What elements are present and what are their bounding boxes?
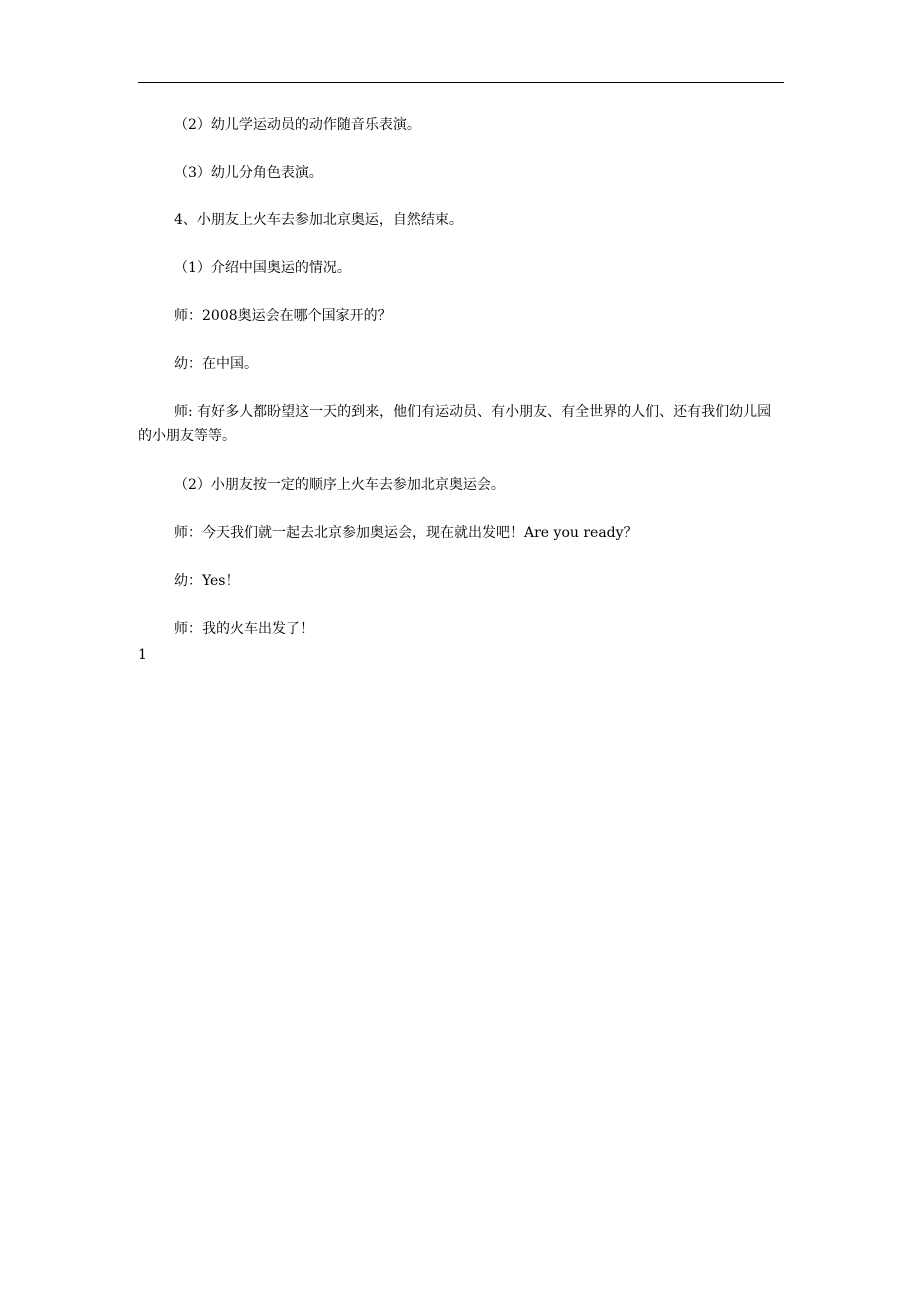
paragraph-4: （1）介绍中国奥运的情况。 — [174, 260, 351, 276]
paragraph-2: （3）幼儿分角色表演。 — [174, 165, 323, 181]
page-number: 1 — [138, 647, 147, 663]
paragraph-8: （2）小朋友按一定的顺序上火车去参加北京奥运会。 — [174, 477, 505, 493]
paragraph-7: 师: 有好多人都盼望这一天的到来，他们有运动员、有小朋友、有全世界的人们、还有我们幼儿园的小朋友等等。 — [138, 404, 772, 444]
paragraph-1: （2）幼儿学运动员的动作随音乐表演。 — [174, 117, 421, 133]
paragraph-6: 幼：在中国。 — [174, 356, 258, 372]
paragraph-11: 师：我的火车出发了！ — [174, 621, 314, 637]
paragraph-10: 幼：Yes！ — [174, 573, 240, 589]
paragraph-5: 师：2008奥运会在哪个国家开的？ — [174, 308, 392, 324]
header-rule — [138, 82, 784, 83]
paragraph-9: 师：今天我们就一起去北京参加奥运会，现在就出发吧！Are you ready？ — [174, 525, 638, 541]
paragraph-3: 4、小朋友上火车去参加北京奥运，自然结束。 — [174, 212, 463, 228]
